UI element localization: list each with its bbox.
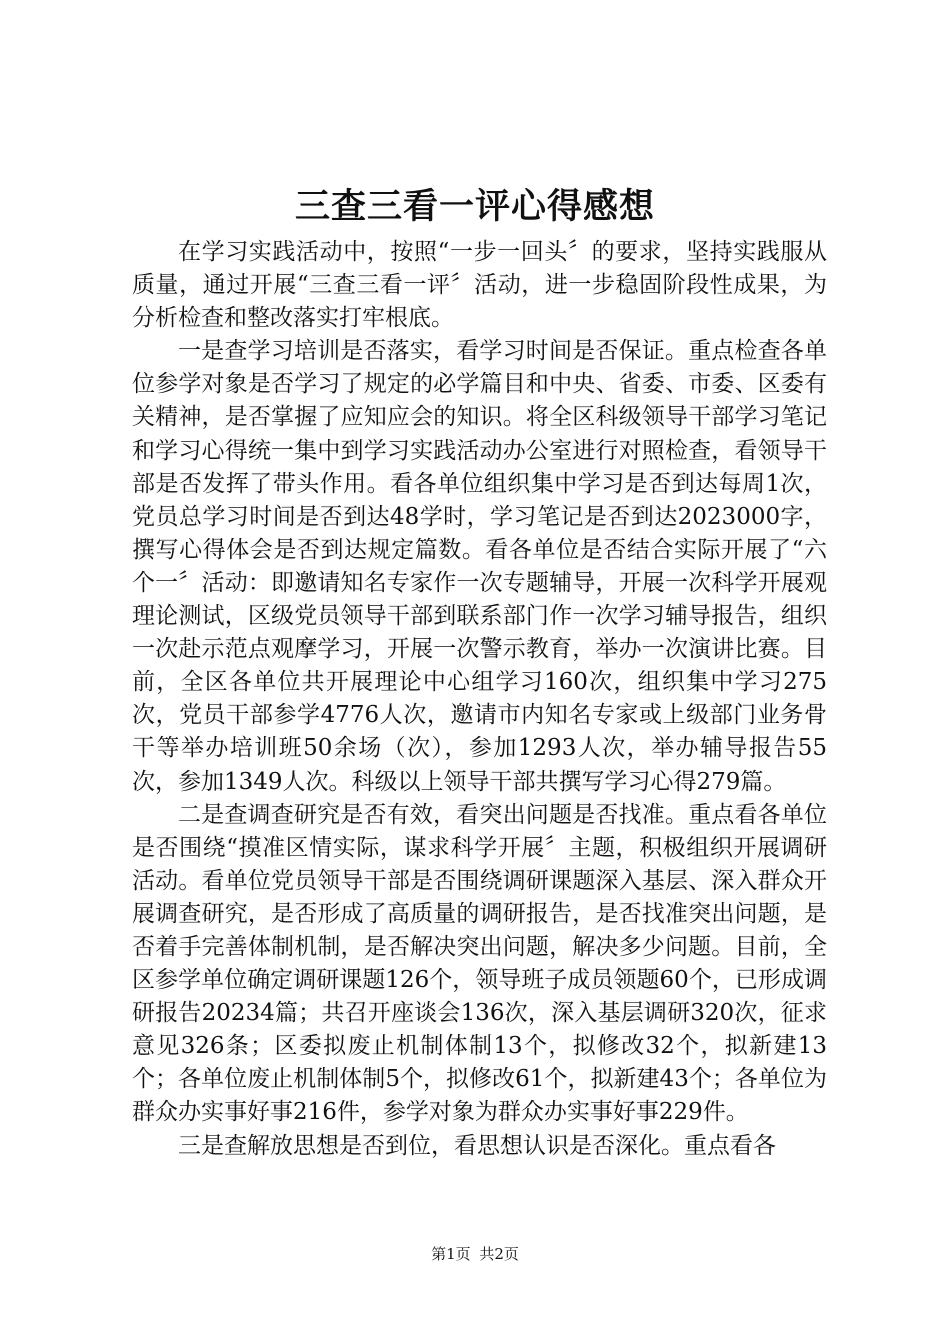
document-title: 三查三看一评心得感想 <box>294 186 655 227</box>
document-body <box>132 236 827 1163</box>
paragraph-study-training: 一是查学习培训是否落实，看学习时间是否保证。重点检查各单位参学对象是否学习了规定的必学篇目和中央、省委、市委、区委有关精神，是否掌握了应知应会的知识。将全区科级领导干部学习笔记和学习心得统一集中到学习实践活动办公室进行对照检查，看领导干部是否发挥了带头作用。看各单位组织集中学习是否到达每周1次，党员总学习时间是否到达48学时，学习笔记是否到达2023000字，撰写心得体会是否到达规定篇数。看各单位是否结合实际开展了“六个一〞活动：即邀请知名专家作一次专题辅导，开展一次科学开展观理论测试，区级党员领导干部到联系部门作一次学习辅导报告，组织一次赴示范点观摩学习，开展一次警示教育，举办一次演讲比赛。目前，全区各单位共开展理论中心组学习160次，组织集中学习275次，党员干部参学4776人次，邀请市内知名专家或上级部门业务骨干等举办培训班50余场（次），参加1293人次，举办辅导报告55次，参加1349人次。科级以上领导干部共撰写学习心得279篇。 <box>132 338 827 795</box>
page-footer <box>0 1244 950 1264</box>
paragraph-thinking: 三是查解放思想是否到位，看思想认识是否深化。重点看各 <box>178 1132 776 1159</box>
page-number: 第1页 <box>431 1245 471 1263</box>
paragraph-intro: 在学习实践活动中，按照“一步一回头〞的要求，坚持实践服从质量，通过开展“三查三看一评〞活动，进一步稳固阶段性成果，为分析检查和整改落实打牢根底。 <box>132 239 827 332</box>
paragraph-research: 二是查调查研究是否有效，看突出问题是否找准。重点看各单位是否围绕“摸准区情实际，谋求科学开展〞主题，积极组织开展调研活动。看单位党员领导干部是否围绕调研课题深入基层、深入群众开展调查研究，是否形成了高质量的调研报告，是否找准突出问题，是否着手完善体制机制，是否解决突出问题，解决多少问题。目前，全区参学单位确定调研课题126个，领导班子成员领题60个，已形成调研报告20234篇；共召开座谈会136次，深入基层调研320次，征求意见326条；区委拟废止机制体制13个，拟修改32个，拟新建13个；各单位废止机制体制5个，拟修改61个，拟新建43个；各单位为群众办实事好事216件，参学对象为群众办实事好事229件。 <box>132 801 827 1126</box>
page-total: 共2页 <box>479 1245 519 1263</box>
